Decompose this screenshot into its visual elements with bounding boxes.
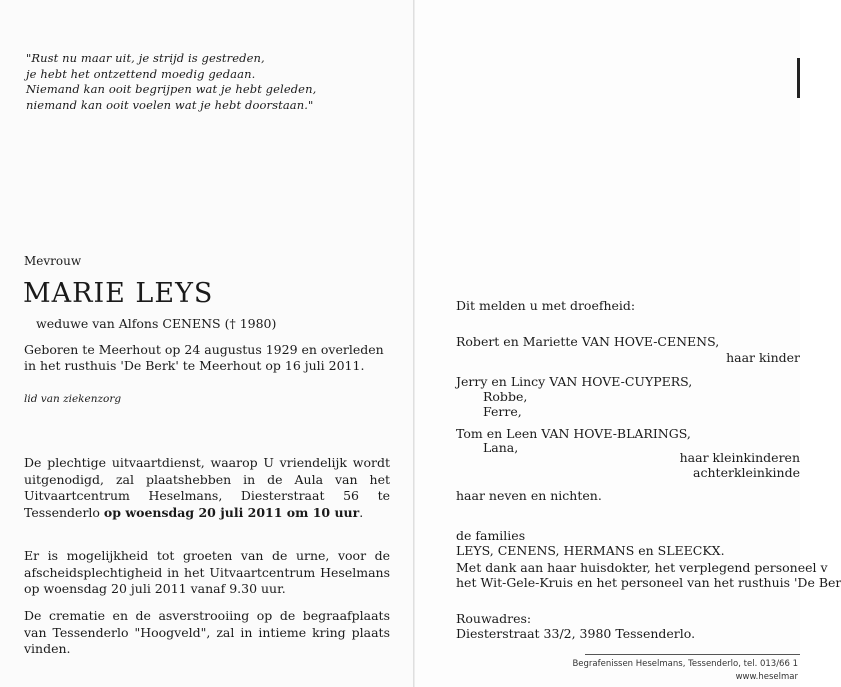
relation-label: achterkleinkinde	[693, 465, 800, 480]
funeral-end: .	[359, 504, 364, 520]
birth-death-details: Geboren te Meerhout op 24 augustus 1929 en overleden in het rusthuis 'De Berk' te Meerhout op 16 juli 2011.	[24, 342, 384, 373]
family-entry: Robert en Mariette VAN HOVE-CENENS,	[456, 334, 720, 349]
funeral-home-footer	[572, 658, 798, 684]
poem-line: "Rust nu maar uit, je strijd is gestreden,	[26, 51, 265, 65]
footer-line: Begrafenissen Heselmans, Tessenderlo, tel. 013/66 1	[572, 659, 798, 669]
grandchild-name: Robbe,	[483, 389, 528, 404]
poem-line: Niemand kan ooit begrijpen wat je hebt geleden,	[26, 82, 317, 96]
poem	[26, 51, 316, 113]
thanks-line: het Wit-Gele-Kruis en het personeel van het rusthuis 'De Ber	[456, 575, 841, 590]
family-entry: Jerry en Lincy VAN HOVE-CUYPERS,	[456, 374, 693, 389]
poem-line: je hebt het ontzettend moedig gedaan.	[26, 66, 256, 81]
relation-label: haar kleinkinderen	[679, 450, 800, 465]
thanks-line: Met dank aan haar huisdokter, het verplegend personeel v	[456, 560, 828, 575]
families-label: de families	[456, 528, 526, 543]
relation-label: haar kinder	[726, 350, 800, 365]
cremation-paragraph: De crematie en de asverstrooiing op de begraafplaats van Tessenderlo "Hoogveld", zal in intieme kring plaats vinden.	[24, 608, 390, 656]
address: Diesterstraat 33/2, 3980 Tessenderlo.	[456, 626, 696, 641]
grandchild-name: Lana,	[483, 440, 519, 455]
widow-of: weduwe van Alfons CENENS († 1980)	[36, 316, 277, 331]
funeral-date: op woensdag 20 juli 2011 om 10 uur	[103, 504, 360, 520]
left-page	[0, 0, 414, 687]
funeral-text: De plechtige uitvaartdienst, waarop U vriendelijk wordt uitgenodigd, zal plaatshebben in de Aula van het Uitvaartcentrum Heselmans, Diesterstraat 56 te Tessenderlo	[24, 455, 390, 520]
honorific: Mevrouw	[24, 254, 82, 268]
families-list: LEYS, CENENS, HERMANS en SLEECKX.	[456, 543, 725, 558]
grandchild-name: Ferre,	[483, 404, 522, 419]
nephews-nieces: haar neven en nichten.	[456, 488, 602, 503]
edge-mark	[797, 58, 800, 98]
membership-note: lid van ziekenzorg	[24, 393, 122, 405]
right-page	[415, 0, 841, 687]
family-entry: Tom en Leen VAN HOVE-BLARINGS,	[456, 426, 691, 441]
urn-paragraph: Er is mogelijkheid tot groeten van de urne, voor de afscheidsplechtigheid in het Uitvaartcentrum Heselmans op woensdag 20 juli 2011 vanaf 9.30 uur.	[24, 548, 390, 596]
deceased-name: MARIE LEYS	[23, 278, 214, 309]
footer-divider	[585, 654, 800, 655]
footer-line: www.heselmar	[735, 672, 798, 682]
funeral-service-paragraph	[24, 455, 390, 521]
announcement-intro: Dit melden u met droefheid:	[456, 298, 636, 313]
poem-line: niemand kan ooit voelen wat je hebt doorstaan."	[26, 97, 314, 112]
address-label: Rouwadres:	[456, 611, 532, 626]
